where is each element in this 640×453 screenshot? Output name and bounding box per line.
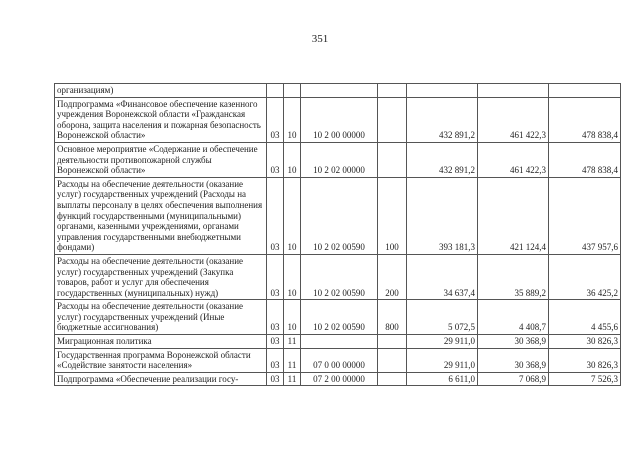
amount-year3-cell: 30 826,3 (549, 348, 621, 372)
section-code-cell: 03 (267, 372, 284, 386)
expense-type-cell (378, 348, 407, 372)
amount-year1-cell (407, 84, 478, 98)
amount-year2-cell: 4 408,7 (478, 300, 549, 335)
amount-year3-cell: 4 455,6 (549, 300, 621, 335)
table-row (55, 372, 621, 386)
target-article-cell (301, 335, 378, 349)
amount-year2-cell: 421 124,4 (478, 177, 549, 254)
target-article-cell (301, 84, 378, 98)
section-code-cell (267, 84, 284, 98)
table-row (55, 300, 621, 335)
row-name-cell: Основное мероприятие «Содержание и обеспечение деятельности противопожарной службы Воронежской области» (55, 142, 267, 177)
amount-year3-cell: 437 957,6 (549, 177, 621, 254)
section-code-cell: 03 (267, 348, 284, 372)
table-row (55, 335, 621, 349)
target-article-cell: 10 2 02 00590 (301, 177, 378, 254)
table-row (55, 348, 621, 372)
section-code-cell: 03 (267, 142, 284, 177)
row-name-cell: Расходы на обеспечение деятельности (оказание услуг) государственных учреждений (Закупка товаров, работ и услуг для обеспечения государственных (муниципальных) нужд) (55, 254, 267, 299)
table-row (55, 84, 621, 98)
target-article-cell: 07 2 00 00000 (301, 372, 378, 386)
subsection-code-cell: 11 (284, 372, 301, 386)
amount-year1-cell: 34 637,4 (407, 254, 478, 299)
expense-type-cell (378, 84, 407, 98)
expense-type-cell (378, 142, 407, 177)
section-code-cell: 03 (267, 254, 284, 299)
amount-year3-cell: 478 838,4 (549, 97, 621, 142)
amount-year1-cell: 5 072,5 (407, 300, 478, 335)
subsection-code-cell: 10 (284, 142, 301, 177)
amount-year1-cell: 432 891,2 (407, 142, 478, 177)
section-code-cell: 03 (267, 97, 284, 142)
subsection-code-cell: 10 (284, 177, 301, 254)
amount-year2-cell: 30 368,9 (478, 335, 549, 349)
target-article-cell: 10 2 00 00000 (301, 97, 378, 142)
expense-type-cell (378, 335, 407, 349)
row-name-cell: организациям) (55, 84, 267, 98)
expense-type-cell (378, 372, 407, 386)
target-article-cell: 10 2 02 00590 (301, 254, 378, 299)
amount-year2-cell: 461 422,3 (478, 142, 549, 177)
row-name-cell: Государственная программа Воронежской области «Содействие занятости населения» (55, 348, 267, 372)
table-row (55, 97, 621, 142)
subsection-code-cell: 10 (284, 97, 301, 142)
target-article-cell: 10 2 02 00000 (301, 142, 378, 177)
row-name-cell: Расходы на обеспечение деятельности (оказание услуг) государственных учреждений (Расходы на выплаты персоналу в целях обеспечения выполнения функций государственными (муниципальными) органами, казенными учреждениями, органами управления государственными внебюджетными фондами) (55, 177, 267, 254)
amount-year3-cell: 7 526,3 (549, 372, 621, 386)
amount-year2-cell: 35 889,2 (478, 254, 549, 299)
expense-type-cell: 200 (378, 254, 407, 299)
expense-type-cell: 100 (378, 177, 407, 254)
page-number: 351 (311, 33, 329, 45)
subsection-code-cell: 11 (284, 335, 301, 349)
row-name-cell: Миграционная политика (55, 335, 267, 349)
table-row (55, 142, 621, 177)
expense-type-cell (378, 97, 407, 142)
amount-year1-cell: 6 611,0 (407, 372, 478, 386)
amount-year2-cell (478, 84, 549, 98)
amount-year3-cell: 30 826,3 (549, 335, 621, 349)
row-name-cell: Подпрограмма «Финансовое обеспечение казенного учреждения Воронежской области «Гражданская оборона, защита населения и пожарная безопасность Воронежской области» (55, 97, 267, 142)
amount-year2-cell: 7 068,9 (478, 372, 549, 386)
section-code-cell: 03 (267, 335, 284, 349)
subsection-code-cell: 10 (284, 254, 301, 299)
amount-year1-cell: 29 911,0 (407, 348, 478, 372)
row-name-cell: Расходы на обеспечение деятельности (оказание услуг) государственных учреждений (Иные бюджетные ассигнования) (55, 300, 267, 335)
subsection-code-cell: 10 (284, 300, 301, 335)
amount-year2-cell: 30 368,9 (478, 348, 549, 372)
section-code-cell: 03 (267, 177, 284, 254)
amount-year3-cell (549, 84, 621, 98)
amount-year1-cell: 393 181,3 (407, 177, 478, 254)
table-row (55, 177, 621, 254)
subsection-code-cell: 11 (284, 348, 301, 372)
subsection-code-cell (284, 84, 301, 98)
budget-table (54, 83, 621, 386)
section-code-cell: 03 (267, 300, 284, 335)
target-article-cell: 07 0 00 00000 (301, 348, 378, 372)
amount-year3-cell: 36 425,2 (549, 254, 621, 299)
amount-year1-cell: 432 891,2 (407, 97, 478, 142)
row-name-cell: Подпрограмма «Обеспечение реализации госу- (55, 372, 267, 386)
expense-type-cell: 800 (378, 300, 407, 335)
table-row (55, 254, 621, 299)
amount-year3-cell: 478 838,4 (549, 142, 621, 177)
target-article-cell: 10 2 02 00590 (301, 300, 378, 335)
amount-year1-cell: 29 911,0 (407, 335, 478, 349)
amount-year2-cell: 461 422,3 (478, 97, 549, 142)
